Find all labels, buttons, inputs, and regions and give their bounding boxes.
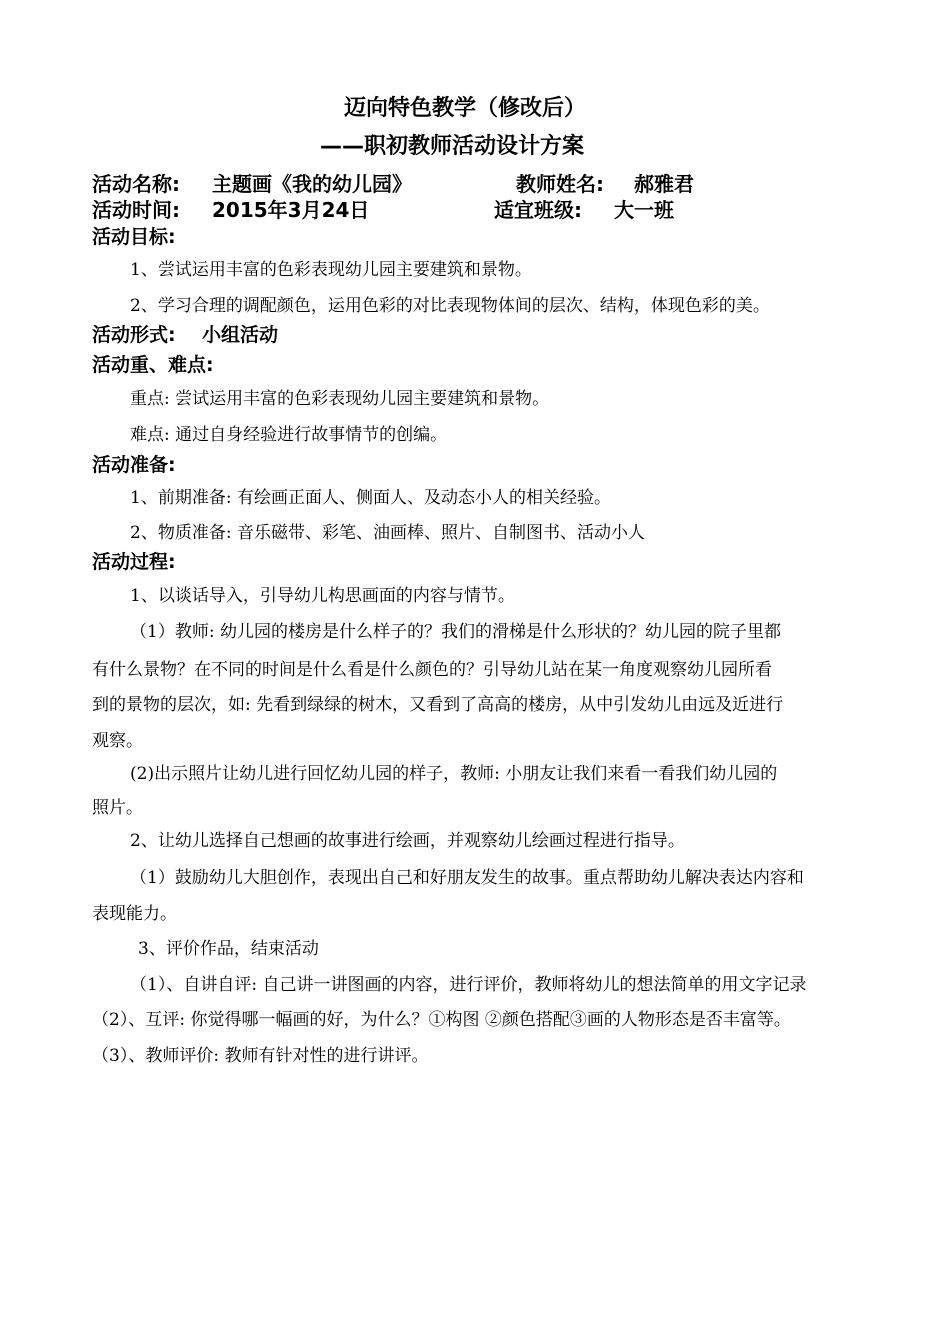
process-line: （2）、互评: 你觉得哪一幅画的好，为什么？①构图 ②颜色搭配③画的人物形态是否丰富等。: [92, 1010, 791, 1030]
process-line: 观察。: [92, 731, 143, 751]
class-value: 大一班: [614, 198, 674, 222]
process-line: （1）、自讲自评: 自己讲一讲图画的内容，进行评价，教师将幼儿的想法简单的用文字记录: [130, 975, 807, 995]
goal-item: 1、尝试运用丰富的色彩表现幼儿园主要建筑和景物。: [130, 260, 532, 280]
process-line: 3、评价作品，结束活动: [138, 939, 319, 959]
preparation-heading: 活动准备:: [92, 454, 176, 476]
process-line: 到的景物的层次，如: 先看到绿绿的树木，又看到了高高的楼房，从中引发幼儿由远及近进行: [92, 695, 784, 715]
form-label: 活动形式:: [92, 324, 176, 346]
preparation-item: 2、物质准备: 音乐磁带、彩笔、油画棒、照片、自制图书、活动小人: [130, 523, 645, 543]
teacher-label: 教师姓名:: [516, 172, 604, 196]
goals-heading: 活动目标:: [92, 226, 176, 248]
activity-name-value: 主题画《我的幼儿园》: [212, 172, 412, 196]
process-line: （1）鼓励幼儿大胆创作，表现出自己和好朋友发生的故事。重点帮助幼儿解决表达内容和: [130, 868, 804, 888]
activity-time-value: 2015年3月24日: [212, 198, 370, 222]
form-value: 小组活动: [202, 324, 279, 346]
process-line: （1）教师: 幼儿园的楼房是什么样子的？我们的滑梯是什么形状的？幼儿园的院子里都: [130, 622, 781, 642]
activity-time-label: 活动时间:: [92, 198, 180, 222]
process-line: 表现能力。: [92, 904, 177, 924]
goal-item: 2、学习合理的调配颜色，运用色彩的对比表现物体间的层次、结构，体现色彩的美。: [130, 296, 770, 316]
key-point-item: 重点: 尝试运用丰富的色彩表现幼儿园主要建筑和景物。: [130, 389, 550, 409]
preparation-item: 1、前期准备: 有绘画正面人、侧面人、及动态小人的相关经验。: [130, 488, 611, 508]
key-point-item: 难点: 通过自身经验进行故事情节的创编。: [130, 425, 448, 445]
key-points-heading: 活动重、难点:: [92, 354, 214, 376]
process-line: 有什么景物？在不同的时间是什么看是什么颜色的？引导幼儿站在某一角度观察幼儿园所看: [92, 660, 772, 680]
doc-title: 迈向特色教学（修改后）: [344, 96, 587, 121]
process-line: (2)出示照片让幼儿进行回忆幼儿园的样子，教师: 小朋友让我们来看一看我们幼儿园的: [130, 764, 778, 784]
teacher-value: 郝雅君: [634, 172, 694, 196]
process-line: 2、让幼儿选择自己想画的故事进行绘画，并观察幼儿绘画过程进行指导。: [130, 831, 685, 851]
activity-name-label: 活动名称:: [92, 172, 180, 196]
class-label: 适宜班级:: [494, 198, 582, 222]
process-line: （3）、教师评价: 教师有针对性的进行讲评。: [92, 1046, 429, 1066]
process-line: 1、以谈话导入，引导幼儿构思画面的内容与情节。: [130, 586, 515, 606]
process-heading: 活动过程:: [92, 551, 176, 573]
process-line: 照片。: [92, 798, 143, 818]
doc-subtitle: ——职初教师活动设计方案: [320, 134, 585, 159]
